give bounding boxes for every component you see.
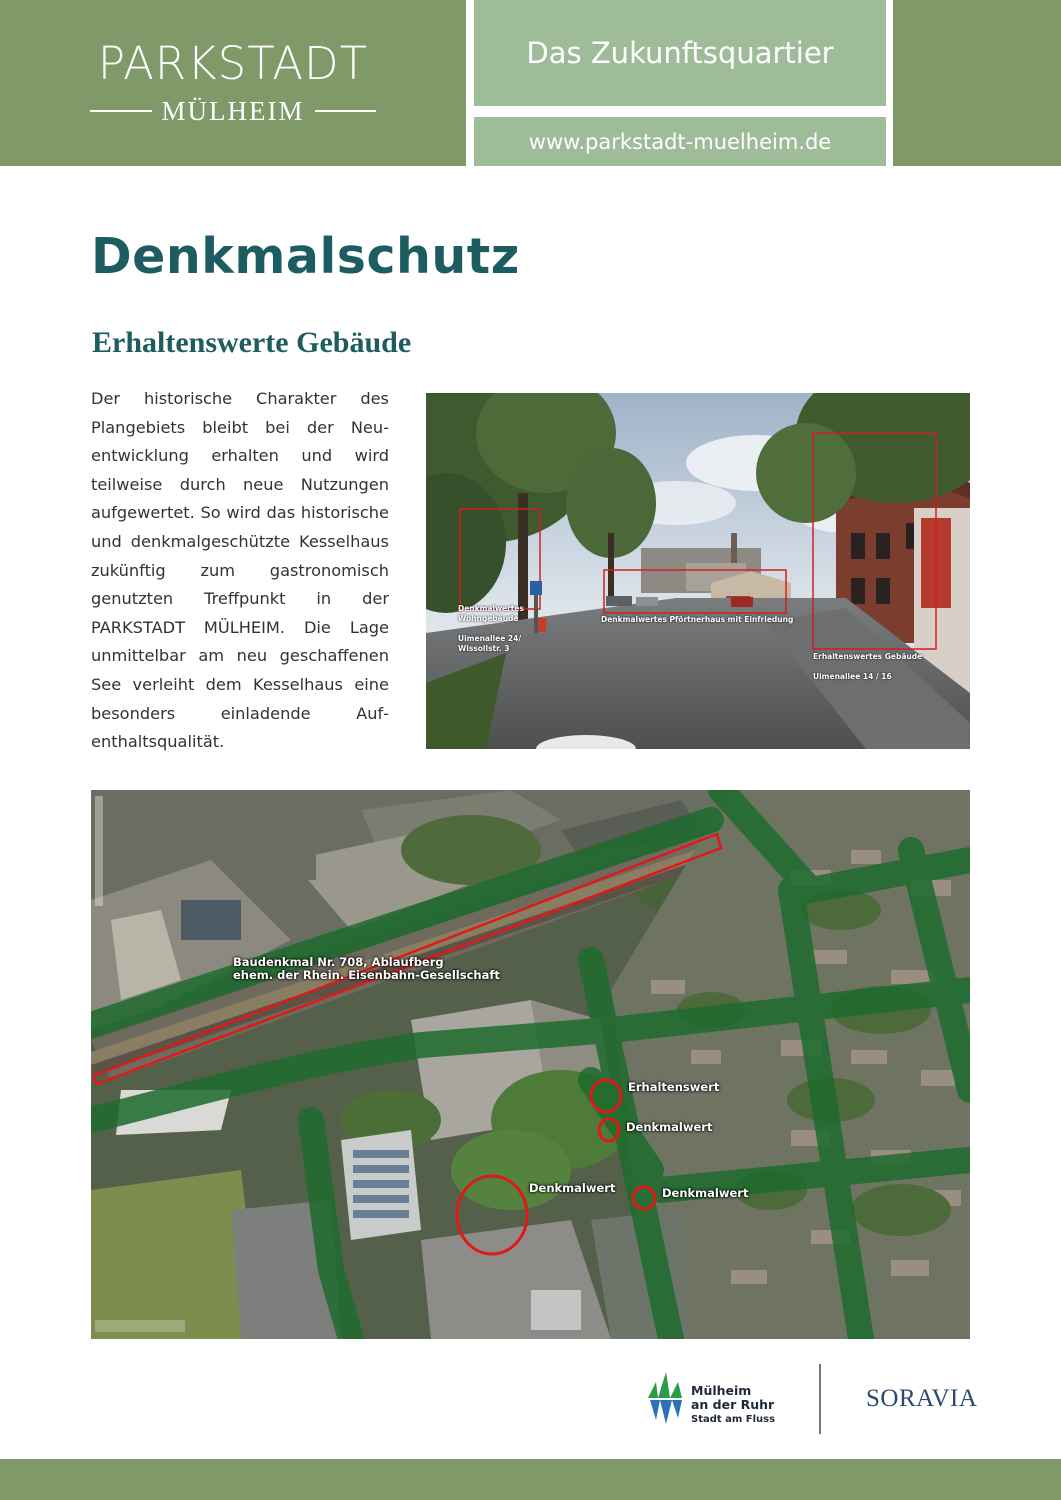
header-website-link[interactable]: www.parkstadt-muelheim.de (528, 129, 832, 154)
header-tagline: Das Zukunftsquartier (526, 36, 834, 70)
street-photo (426, 393, 970, 749)
photo-label-erhaltenswert-line2: Uimenallee 14 / 16 (813, 672, 892, 681)
muelheim-city-line1: Mülheim (691, 1383, 752, 1398)
aerial-map-graphic (91, 790, 970, 1339)
map-label-baudenkmal (233, 956, 500, 982)
header-right-panel (893, 0, 1061, 166)
header-tagline-box (474, 0, 886, 106)
aerial-map (91, 790, 970, 1339)
photo-label-wohngebaeude-line3: Uimenallee 24/ (458, 634, 522, 643)
section-subtitle: Erhaltenswerte Gebäude (92, 326, 412, 359)
brand-subtitle: MÜLHEIM (161, 95, 305, 126)
brand-title: PARKSTADT (97, 37, 369, 90)
soravia-logo: SORAVIA (866, 1385, 978, 1412)
photo-label-pfoertnerhaus: Denkmalwertes Pförtnerhaus mit Einfriedung (601, 615, 794, 624)
photo-label-wohngebaeude-line1: Denkmalwertes (458, 604, 524, 613)
map-label-denkmalwert-3: Denkmalwert (529, 1181, 616, 1195)
brand-rule-right (315, 110, 377, 112)
page-title: Denkmalschutz (91, 228, 520, 285)
photo-label-erhaltenswert (813, 652, 922, 682)
body-paragraph: Der historische Charakter des Plangebiets bleibt bei der Neuentwicklung erhalten und wird teilweise durch neue Nutzungen aufgewertet. So wird das historische und denkmalgeschützte Kesselhaus zukünftig zum gastronomisch genutzten Treffpunkt in der PARKSTADT MÜLHEIM. Die Lage unmittelbar am neu geschaffenen See verleiht dem Kesselhaus eine besonders einladende Aufenthaltsqualität. (91, 389, 389, 752)
photo-label-erhaltenswert-line1: Erhaltenswertes Gebäude (813, 652, 923, 661)
photo-label-wohngebaeude-line2: Wohngebäude (458, 614, 519, 623)
muelheim-logo-text (691, 1384, 775, 1426)
footer-bar (0, 1459, 1061, 1500)
photo-label-wohngebaeude-line4: Wissollstr. 3 (458, 644, 510, 653)
header-website-box[interactable] (474, 117, 886, 166)
logo-divider (819, 1364, 821, 1434)
muelheim-city-line2: an der Ruhr (691, 1396, 775, 1412)
map-label-baudenkmal-line2: ehem. der Rhein. Eisenbahn-Gesellschaft (233, 968, 500, 982)
map-label-erhaltenswert: Erhaltenswert (628, 1080, 720, 1094)
photo-label-wohngebaeude (458, 604, 524, 654)
street-photo-graphic (426, 393, 970, 749)
muelheim-city-line3: Stadt am Fluss (691, 1414, 776, 1425)
brand-subtitle-row (90, 96, 376, 126)
map-label-denkmalwert-1: Denkmalwert (626, 1120, 713, 1134)
brand-rule-left (90, 110, 152, 112)
map-label-baudenkmal-line1: Baudenkmal Nr. 708, Ablaufberg (233, 955, 444, 969)
header-brand-panel (0, 0, 466, 166)
map-label-denkmalwert-2: Denkmalwert (662, 1186, 749, 1200)
